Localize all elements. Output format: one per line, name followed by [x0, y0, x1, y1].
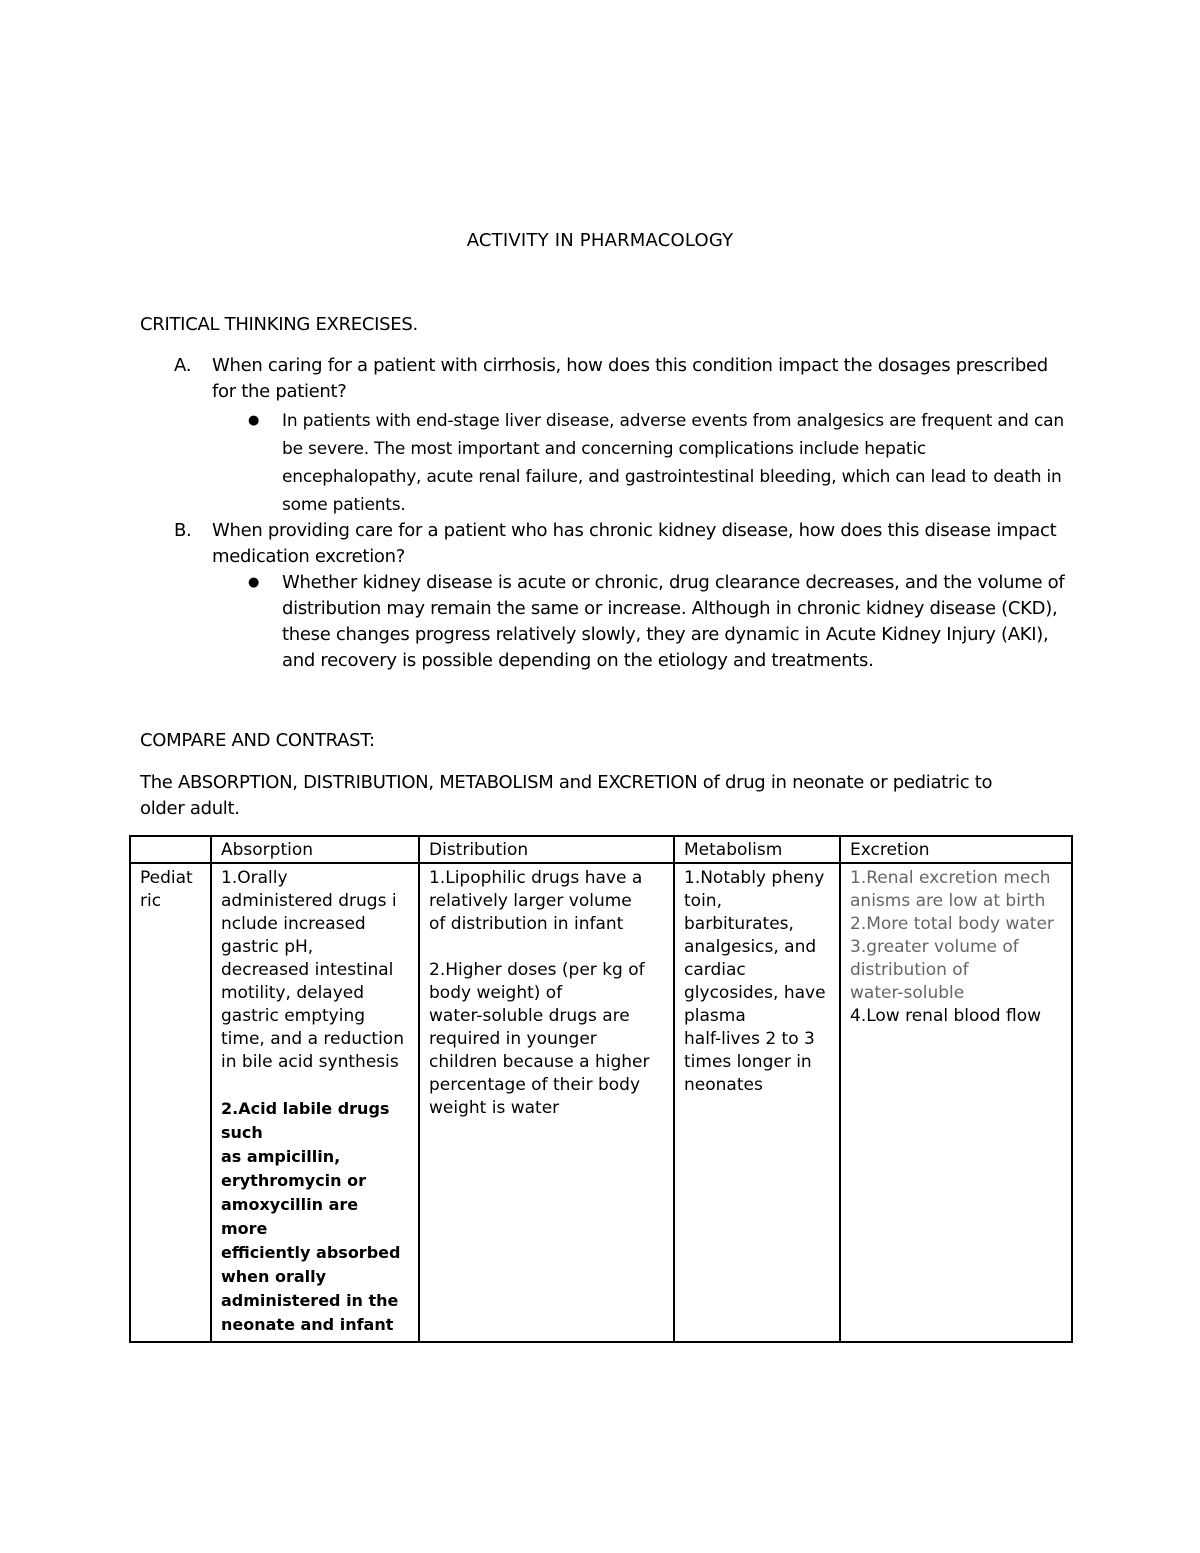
- question-a-letter: A.: [174, 355, 192, 376]
- answer-b: [140, 570, 1070, 674]
- question-b-text: When providing care for a patient who has chronic kidney disease, how does this disease impact medication excretion?: [212, 520, 1057, 567]
- table-header-row: [130, 836, 1072, 863]
- table-header-metabolism: Metabolism: [674, 836, 840, 863]
- cell-metabolism: [674, 863, 840, 1342]
- row-label-text: Pediat ric: [140, 868, 193, 911]
- compare-intro: The ABSORPTION, DISTRIBUTION, METABOLISM and EXCRETION of drug in neonate or pediatric to older adult.: [140, 772, 993, 819]
- excretion-point-4: 4.Low renal blood flow: [850, 1006, 1042, 1026]
- cell-excretion: [840, 863, 1072, 1342]
- bullet-icon: ●: [248, 575, 260, 590]
- answer-a-text: In patients with end-stage liver disease, adverse events from analgesics are frequent and can be severe. The most important and concerning complications include hepatic encephalopathy, acute renal failure, and gastrointestinal bleeding, which can lead to death in some patients.: [282, 411, 1064, 515]
- question-b-block: [140, 518, 1070, 674]
- distribution-point-2: 2.Higher doses (per kg of body weight) of water-soluble drugs are required in younger children because a higher percentage of their body weight is water: [429, 960, 650, 1118]
- row-label-pediatric: [130, 863, 211, 1342]
- question-a: [140, 353, 1070, 405]
- page-title: ACTIVITY IN PHARMACOLOGY: [466, 230, 734, 251]
- question-b: [140, 518, 1070, 570]
- excretion-points-1-3: 1.Renal excretion mech anisms are low at birth 2.More total body water 3.greater volume of distribution of water-soluble: [850, 868, 1054, 1003]
- bullet-icon: ●: [248, 413, 260, 428]
- answer-a: [140, 407, 1070, 519]
- compare-contrast-heading: COMPARE AND CONTRAST:: [140, 730, 375, 751]
- table-row: [130, 863, 1072, 1342]
- question-a-text: When caring for a patient with cirrhosis, how does this condition impact the dosages prescribed for the patient?: [212, 355, 1048, 402]
- absorption-point-1: 1.Orally administered drugs i nclude increased gastric pH, decreased intestinal motility, delayed gastric emptying time, and a reduction in bile acid synthesis: [221, 868, 404, 1072]
- table-header-empty: [130, 836, 211, 863]
- absorption-point-2: 2.Acid labile drugs such as ampicillin, erythromycin or amoxycillin are more efficiently absorbed when orally administered in the neonate and infant: [221, 1099, 401, 1334]
- table-header-excretion: Excretion: [840, 836, 1072, 863]
- table-header-absorption: Absorption: [211, 836, 419, 863]
- question-b-letter: B.: [174, 520, 192, 541]
- answer-b-text: Whether kidney disease is acute or chronic, drug clearance decreases, and the volume of distribution may remain the same or increase. Although in chronic kidney disease (CKD), these changes progress relatively slowly, they are dynamic in Acute Kidney Injury (AKI), and recovery is possible depending on the etiology and treatments.: [282, 572, 1065, 671]
- cell-absorption: [211, 863, 419, 1342]
- table-header-distribution: Distribution: [419, 836, 674, 863]
- distribution-point-1: 1.Lipophilic drugs have a relatively larger volume of distribution in infant: [429, 868, 643, 934]
- critical-thinking-heading: CRITICAL THINKING EXRECISES.: [140, 314, 418, 335]
- comparison-table: [129, 835, 1073, 1343]
- cell-distribution: [419, 863, 674, 1342]
- metabolism-point-1: 1.Notably pheny toin, barbiturates, analgesics, and cardiac glycosides, have plasma half-lives 2 to 3 times longer in neonates: [684, 868, 826, 1095]
- question-a-block: [140, 353, 1070, 519]
